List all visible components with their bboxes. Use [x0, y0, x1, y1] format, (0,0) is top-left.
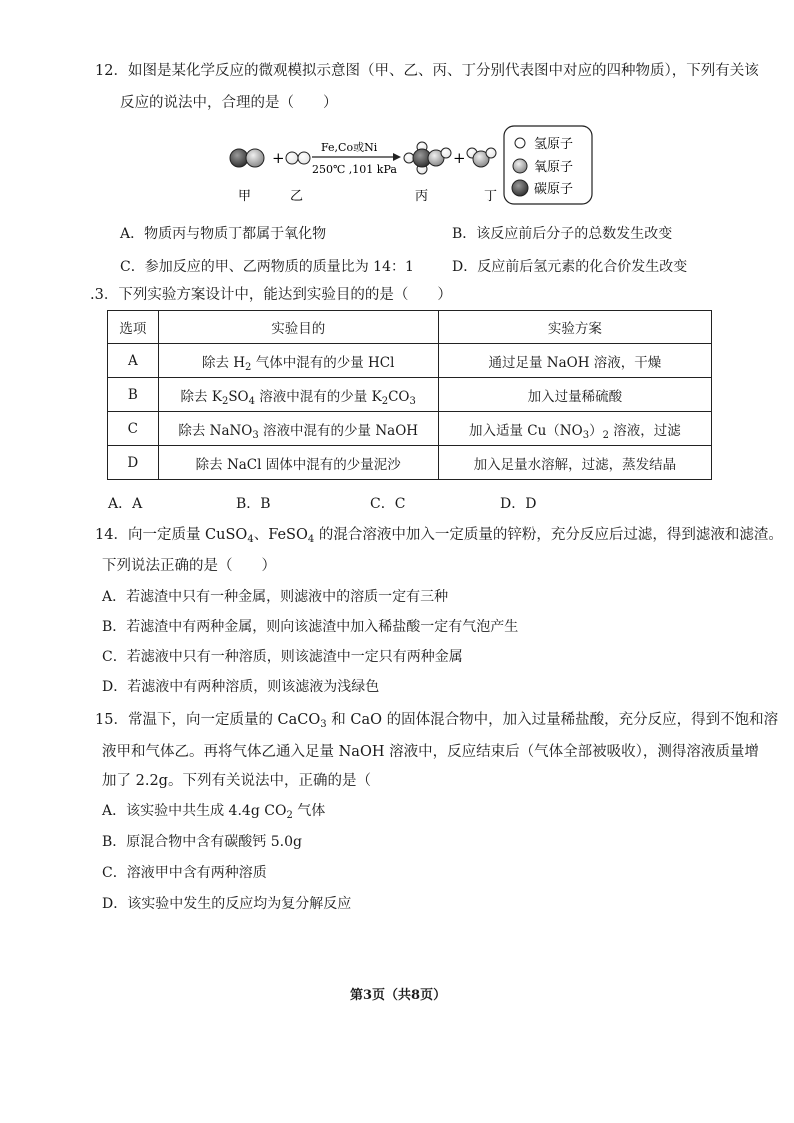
molecule-ding: [467, 148, 496, 167]
table-row: [108, 344, 712, 378]
molecule-jia: [230, 149, 264, 167]
legend-hydrogen-icon: [515, 138, 525, 148]
q13-stem: .3．下列实验方案设计中，能达到实验目的的是（ ）: [90, 287, 452, 303]
label-bing: 丙: [415, 189, 429, 204]
label-ding: 丁: [484, 189, 498, 204]
row-d-plan: 加入足量水溶解，过滤，蒸发结晶: [438, 446, 711, 480]
molecule-bing: [404, 142, 451, 174]
q12-stem-line2: 反应的说法中，合理的是（ ）: [120, 95, 338, 111]
condition-bottom: 250℃ ,101 kPa: [312, 163, 397, 176]
experiment-table: [107, 310, 712, 480]
plus-sign-1: +: [272, 149, 285, 167]
legend-hydrogen: 氢原子: [534, 137, 574, 152]
q15-option-b: B．原混合物中含有碳酸钙 5.0g: [102, 834, 302, 850]
q14-option-d: D．若滤液中有两种溶质，则该滤液为浅绿色: [102, 679, 380, 695]
label-jia: 甲: [238, 189, 252, 204]
table-header-row: [108, 311, 712, 344]
q14-option-c: C．若滤液中只有一种溶质，则该滤渣中一定只有两种金属: [102, 649, 463, 665]
q15-stem-line3: 加了 2.2g。下列有关说法中，正确的是（: [102, 773, 371, 789]
legend: [504, 126, 592, 204]
row-d-purpose: 除去 NaCl 固体中混有的少量泥沙: [158, 446, 438, 480]
q13-answer-a: A．A: [108, 496, 143, 512]
q12-option-d: D．反应前后氢元素的化合价发生改变: [452, 259, 688, 275]
legend-oxygen: 氧原子: [534, 160, 574, 175]
q15-option-c: C．溶液甲中含有两种溶质: [102, 865, 267, 881]
header-option: 选项: [108, 311, 159, 344]
row-a-plan: 通过足量 NaOH 溶液，干燥: [438, 344, 711, 378]
q15-stem-line1: 15．常温下，向一定质量的 CaCO$_3$ 和 CaO 的固体混合物中，加入过量稀盐酸，充分反应，得到不饱和溶: [95, 712, 779, 730]
q14-stem-line2: 下列说法正确的是（ ）: [102, 558, 276, 574]
q13-answer-b: B．B: [236, 496, 271, 512]
table-row: [108, 412, 712, 446]
row-c-plan: 加入适量 $Cu(NO_3)_2$ 溶液，过滤: [438, 412, 711, 446]
q12-stem-line1: 12．如图是某化学反应的微观模拟示意图（甲、乙、丙、丁分别代表图中对应的四种物质），下列有关该: [95, 63, 759, 79]
table-row: [108, 446, 712, 480]
row-c-purpose: 除去 NaNO$_3$ 溶液中混有的少量 NaOH: [158, 412, 438, 446]
q12-option-c: C．参加反应的甲、乙两物质的质量比为 14：1: [120, 259, 414, 275]
row-d-option: D: [108, 446, 159, 480]
legend-oxygen-icon: [513, 159, 527, 173]
header-plan: 实验方案: [438, 311, 711, 344]
table-row: [108, 378, 712, 412]
row-c-option: C: [108, 412, 159, 446]
plus-sign-2: +: [453, 149, 466, 167]
q13-answer-d: D．D: [500, 496, 537, 512]
molecule-yi: [286, 152, 310, 164]
row-b-plan: 加入过量稀硫酸: [438, 378, 711, 412]
q13-answer-c: C．C: [370, 496, 406, 512]
label-yi: 乙: [290, 189, 304, 204]
q15-option-a: A．该实验中共生成 4.4g $CO_2$ 气体: [102, 803, 326, 821]
q15-option-d: D．该实验中发生的反应均为复分解反应: [102, 896, 352, 912]
row-a-purpose: 除去 $H_2$ 气体中混有的少量 HCl: [158, 344, 438, 378]
q12-option-b: B．该反应前后分子的总数发生改变: [452, 226, 673, 242]
header-purpose: 实验目的: [158, 311, 438, 344]
q15-stem-line2: 液甲和气体乙。再将气体乙通入足量 NaOH 溶液中，反应结束后（气体全部被吸收），测得溶液质量增: [102, 744, 759, 760]
condition-top: Fe,Co或Ni: [321, 141, 378, 154]
q14-option-a: A．若滤渣中只有一种金属，则滤液中的溶质一定有三种: [102, 589, 449, 605]
arrow-head: [393, 153, 401, 161]
page-number: 第3页（共8页）: [350, 988, 447, 1003]
row-b-option: B: [108, 378, 159, 412]
legend-carbon-icon: [512, 180, 528, 196]
row-a-option: A: [108, 344, 159, 378]
q14-option-b: B．若滤渣中有两种金属，则向该滤渣中加入稀盐酸一定有气泡产生: [102, 619, 519, 635]
row-b-purpose: 除去 $K_2SO_4$ 溶液中混有的少量 $K_2CO_3$: [158, 378, 438, 412]
reaction-diagram: [228, 125, 598, 205]
q14-stem-line1: 14．向一定质量 CuSO$_4$、FeSO$_4$ 的混合溶液中加入一定质量的锌粉，充分反应后过滤，得到滤液和滤渣。: [95, 527, 783, 545]
q12-option-a: A．物质丙与物质丁都属于氧化物: [120, 226, 327, 242]
legend-carbon: 碳原子: [534, 182, 574, 197]
